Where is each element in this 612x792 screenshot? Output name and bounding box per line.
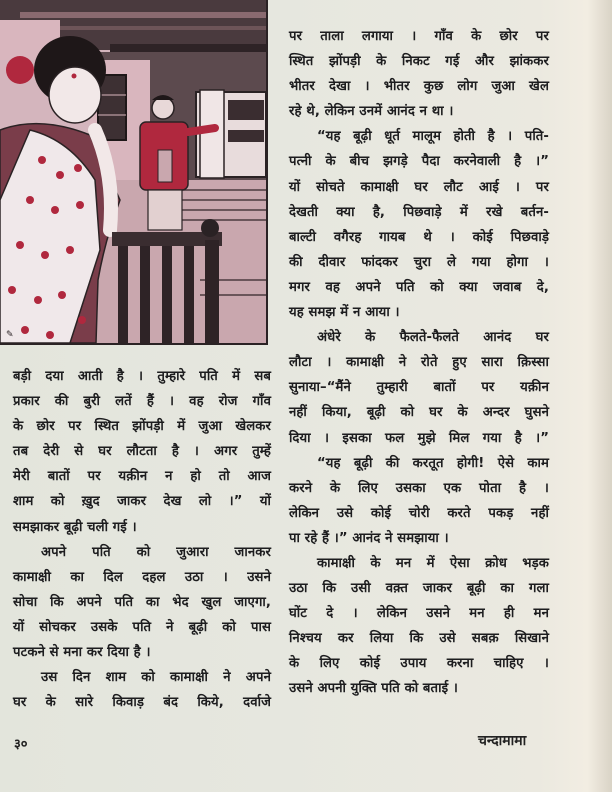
text-line: घोंट दे । लेकिन उसने मन ही मन bbox=[289, 606, 549, 622]
text-line: मगर वह अपने पति को क्या जवाब दे, bbox=[289, 279, 549, 295]
text-line: भीतर देखा । भीतर कुछ लोग जुआ खेल bbox=[289, 79, 549, 95]
text-line: के छोर पर स्थित झोंपड़ी में जुआ खेलकर bbox=[13, 419, 271, 435]
text-line: कामाक्षी के मन में ऐसा क्रोध भड़क bbox=[317, 555, 549, 571]
text-line: यों सोचकर उसके पति ने बूढ़ी को पास bbox=[13, 619, 271, 635]
text-line: शाम को ख़ुद जाकर देख लो ।” यों bbox=[13, 494, 271, 510]
text-line: देखती क्या है, पिछवाड़े में रखे बर्तन- bbox=[289, 204, 549, 220]
page-number: ३० bbox=[14, 737, 28, 752]
text-line: नहीं किया, बूढ़ी को घर के अन्दर घुसने bbox=[289, 405, 549, 421]
text-line: बाल्टी वगैरह गायब थे । कोई पिछवाड़े bbox=[289, 229, 549, 245]
open-door bbox=[200, 90, 224, 178]
text-line: प्रकार की बुरी लतें हैं । वह रोज गाँव bbox=[13, 394, 271, 410]
text-line: तब देरी से घर लौटता है । अगर तुम्हें bbox=[13, 444, 271, 460]
text-line: की दीवार फांदकर चुरा ले गया होगा । bbox=[289, 254, 549, 270]
text-line: उठा कि उसी वक़्त जाकर बूढ़ी का गला bbox=[289, 581, 549, 597]
text-line: पर ताला लगाया । गाँव के छोर पर bbox=[289, 29, 549, 44]
text-line: बड़ी दया आती है । तुम्हारे पति में सब bbox=[13, 369, 271, 384]
text-line: यों सोचते कामाक्षी घर लौट आई । पर bbox=[289, 179, 549, 195]
text-line: पा रहे हैं ।” आनंद ने समझाया । bbox=[289, 530, 449, 546]
text-line: कामाक्षी का दिल दहल उठा । उसने bbox=[13, 569, 271, 585]
text-line: उसने अपनी युक्ति पति को बताई । bbox=[289, 681, 458, 697]
text-line: स्थित झोंपड़ी के निकट गई और झांककर bbox=[289, 54, 549, 70]
text-line: यह समझ में न आया । bbox=[289, 305, 400, 321]
text-line: “यह बूढ़ी की करतूत होगी! ऐसे काम bbox=[317, 455, 549, 471]
left-text-column bbox=[13, 364, 271, 715]
text-line: अपने पति को जुआरा जानकर bbox=[41, 544, 271, 560]
text-line: “यह बूढ़ी धूर्त मालूम होती है । पति- bbox=[317, 129, 549, 145]
text-line: सुनाया–“मैंने तुम्हारी बातों पर यक़ीन bbox=[289, 380, 549, 396]
text-line: रहे थे, लेकिन उनमें आनंद न था । bbox=[289, 104, 454, 120]
text-line: अंधेरे के फैलते-फैलते आनंद घर bbox=[317, 330, 549, 346]
text-line: करने के लिए उसका एक पोता है । bbox=[289, 480, 549, 496]
story-illustration bbox=[0, 0, 268, 345]
artist-signature: ✎ bbox=[6, 330, 14, 340]
text-line: पत्नी के बीच झगड़े पैदा करनेवाली है ।” bbox=[289, 154, 549, 170]
text-line: घर के सारे किवाड़ बंद किये, दर्वाजे bbox=[13, 695, 271, 711]
text-line: उस दिन शाम को कामाक्षी ने अपने bbox=[41, 670, 271, 686]
text-line: लौटा । कामाक्षी ने रोते हुए सारा क़िस्सा bbox=[289, 355, 549, 371]
text-line: मेरी बातों पर यक़ीन न हो तो आज bbox=[13, 469, 271, 485]
right-text-column bbox=[289, 24, 549, 702]
text-line: सोचा कि अपने पति का भेद खुल जाएगा, bbox=[13, 594, 271, 610]
magazine-name: चन्दामामा bbox=[478, 733, 527, 749]
text-line: लेकिन उसे कोई चोरी करते पकड़ नहीं bbox=[289, 505, 549, 521]
illustration-scene bbox=[0, 0, 266, 343]
text-line: पटकने से मना कर दिया है । bbox=[13, 645, 151, 661]
text-line: समझाकर बूढ़ी चली गई । bbox=[13, 519, 137, 535]
text-line: के लिए कोई उपाय करना चाहिए । bbox=[289, 656, 549, 672]
text-line: निश्चय कर लिया कि उसे सबक़ सिखाने bbox=[289, 631, 549, 647]
text-line: दिया । इसका फल मुझे मिल गया है ।” bbox=[289, 430, 549, 446]
